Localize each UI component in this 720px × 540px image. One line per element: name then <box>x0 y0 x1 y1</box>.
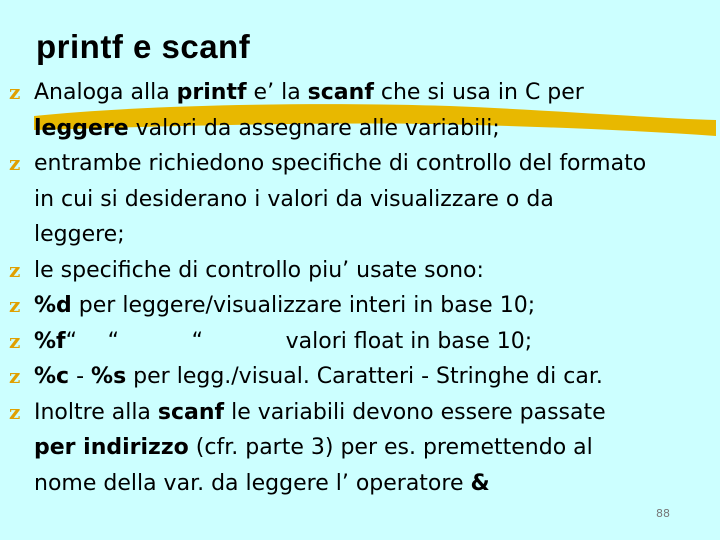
text: le variabili devono essere passate <box>224 399 606 425</box>
text: che si usa in C per <box>373 80 584 105</box>
text: per leggere/visualizzare interi in base 10; <box>71 293 536 318</box>
bullet-marker-icon: z <box>9 257 21 282</box>
bullet-marker-icon: z <box>9 293 21 317</box>
bold-text: %d <box>34 293 72 318</box>
text: valori float in base 10; <box>285 328 533 354</box>
bullet-line <box>0 430 720 466</box>
text: le specifiche di controllo piu’ usate sono: <box>34 257 484 283</box>
text: nome della var. da leggere l’ operatore <box>34 470 471 496</box>
page-number: 88 <box>656 507 670 520</box>
text: “ <box>65 328 78 354</box>
text: Analoga alla <box>34 80 177 105</box>
bold-text: scanf <box>307 80 374 105</box>
bullet-line <box>0 324 720 360</box>
slide-title: printf e scanf <box>36 28 251 65</box>
bullet-line <box>0 75 720 111</box>
text: in cui si desiderano i valori da visualizzare o da <box>34 186 554 212</box>
text: “ <box>191 328 204 354</box>
text: e’ la <box>246 80 308 105</box>
bullet-line <box>0 111 720 147</box>
text: valori da assegnare alle variabili; <box>128 115 500 141</box>
text: leggere; <box>34 222 125 247</box>
bold-text: printf <box>176 80 247 105</box>
bullet-marker-icon: z <box>9 364 21 388</box>
bullet-line <box>0 217 720 253</box>
bullet-marker-icon: z <box>9 399 21 424</box>
bullet-line <box>0 253 720 289</box>
bullet-line <box>0 146 720 182</box>
bold-text: scanf <box>157 399 225 425</box>
bullet-line <box>0 466 720 502</box>
bold-text: %s <box>91 364 127 389</box>
bullet-line <box>0 182 720 218</box>
text: entrambe richiedono specifiche di controllo del formato <box>34 151 647 176</box>
text: - <box>69 364 92 389</box>
bullet-line <box>0 288 720 324</box>
bullet-list <box>0 75 720 501</box>
bold-text: per indirizzo <box>34 435 189 460</box>
bold-text: & <box>470 470 490 496</box>
bullet-line <box>0 359 720 395</box>
bullet-marker-icon: z <box>9 328 21 353</box>
bullet-marker-icon: z <box>9 151 21 175</box>
text: “ <box>107 328 120 354</box>
bold-text: leggere <box>34 115 129 141</box>
text: per legg./visual. Caratteri - Stringhe di car. <box>126 364 603 389</box>
text: (cfr. parte 3) per es. premettendo al <box>188 435 593 460</box>
bullet-marker-icon: z <box>9 80 21 104</box>
bold-text: %f <box>34 328 66 354</box>
text: Inoltre alla <box>34 399 158 425</box>
bold-text: %c <box>34 364 70 389</box>
bullet-line <box>0 395 720 431</box>
